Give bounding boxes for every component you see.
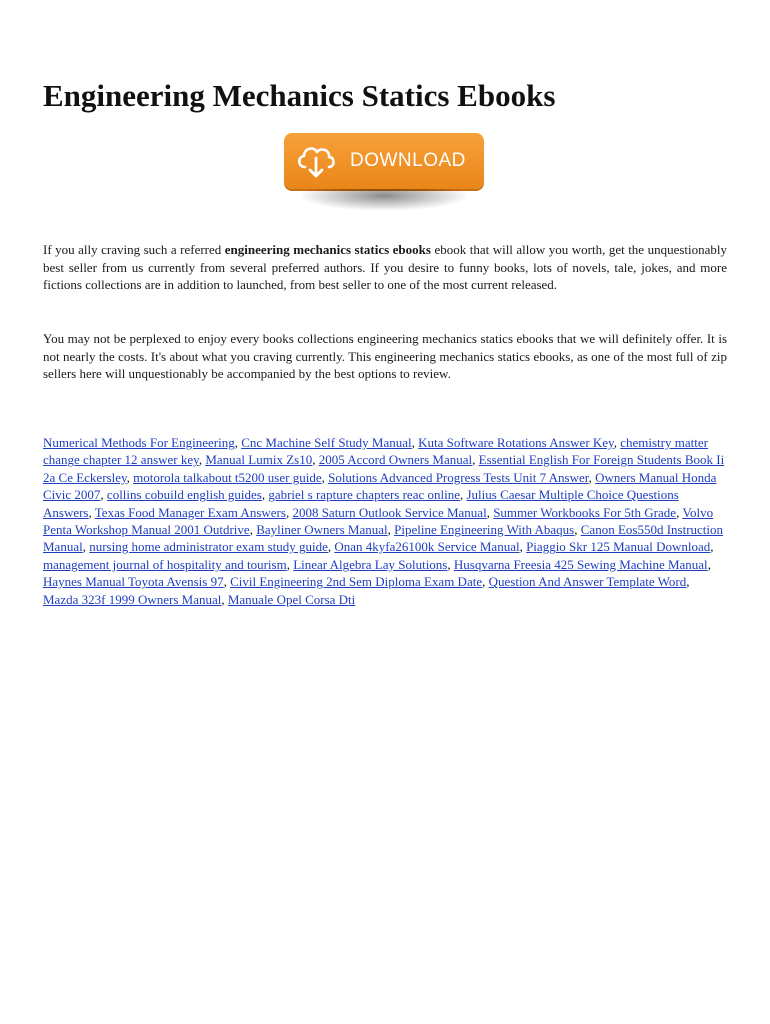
link-separator: , (411, 435, 419, 450)
related-link[interactable]: motorola talkabout t5200 user guide (133, 469, 322, 485)
link-separator: , (486, 504, 494, 520)
link-separator: , (285, 504, 293, 520)
related-link[interactable]: Kuta Software Rotations Answer Key (418, 435, 614, 450)
link-separator: , (82, 539, 90, 555)
related-link[interactable]: Summer Workbooks For 5th Grade (493, 504, 677, 520)
link-separator: , (223, 574, 231, 590)
related-link[interactable]: Canon Eos550d Instruction Manual (43, 522, 724, 555)
related-link[interactable]: Onan 4kyfa26100k Service Manual (334, 539, 520, 555)
download-shadow (298, 189, 470, 211)
link-separator: , (686, 574, 690, 590)
link-separator: , (574, 522, 581, 538)
related-link[interactable]: Piaggio Skr 125 Manual Download (526, 539, 711, 555)
link-separator: , (707, 556, 711, 572)
related-link[interactable]: Essential English For Foreign Students Book Ii 2a Ce Eckersley (43, 452, 725, 485)
cloud-download-icon (284, 133, 348, 189)
link-separator: , (88, 504, 95, 520)
related-link[interactable]: 2005 Accord Owners Manual (318, 452, 473, 468)
related-link[interactable]: nursing home administrator exam study guide (89, 539, 328, 555)
second-paragraph: You may not be perplexed to enjoy every books collections engineering mechanics statics ebooks that we will definitely offer. It is not nearly the costs. It's about what you craving currently. This engineering mechanics statics ebooks, as one of the most full of zip sellers here will unquestionably be accompanied by the best options to review. (43, 331, 727, 382)
download-label: DOWNLOAD (350, 150, 466, 171)
related-link[interactable]: Numerical Methods For Engineering (43, 435, 235, 450)
related-link[interactable]: Manual Lumix Zs10 (205, 452, 313, 468)
link-separator: , (261, 487, 269, 503)
link-separator: , (100, 487, 107, 503)
related-link[interactable]: Husqvarna Freesia 425 Sewing Machine Manual (453, 556, 708, 572)
related-link[interactable]: Owners Manual Honda Civic 2007 (43, 469, 717, 503)
related-link[interactable]: Volvo Penta Workshop Manual 2001 Outdrive (43, 504, 714, 538)
related-link[interactable]: Solutions Advanced Progress Tests Unit 7 Answer (328, 469, 589, 485)
download-banner (284, 133, 484, 213)
related-link[interactable]: Texas Food Manager Exam Answers (94, 504, 286, 520)
related-link[interactable]: management journal of hospitality and tourism (43, 556, 287, 572)
link-separator: , (126, 469, 134, 485)
related-link[interactable]: Manuale Opel Corsa Dti (227, 591, 356, 607)
related-link[interactable]: Civil Engineering 2nd Sem Diploma Exam Date (230, 574, 483, 590)
page-title: Engineering Mechanics Statics Ebooks (43, 78, 556, 113)
intro-bold-keyword: engineering mechanics statics ebooks (224, 242, 431, 257)
link-separator: , (286, 556, 294, 572)
link-separator: , (221, 591, 228, 607)
related-link[interactable]: Pipeline Engineering With Abaqus (394, 522, 575, 538)
related-link[interactable]: Haynes Manual Toyota Avensis 97 (43, 574, 224, 590)
intro-paragraph (43, 241, 727, 294)
link-separator: , (249, 522, 257, 538)
link-separator: , (588, 469, 596, 485)
link-separator: , (459, 487, 467, 503)
link-separator: , (613, 435, 621, 450)
link-separator: , (327, 539, 335, 555)
link-separator: , (519, 539, 527, 555)
intro-text-before: If you ally craving such a referred (43, 242, 225, 257)
link-separator: , (676, 504, 683, 520)
related-link[interactable]: Linear Algebra Lay Solutions (293, 556, 448, 572)
related-link[interactable]: Mazda 323f 1999 Owners Manual (43, 591, 222, 607)
related-link[interactable]: gabriel s rapture chapters reac online (268, 487, 460, 503)
link-separator: , (321, 469, 329, 485)
link-separator: , (482, 574, 489, 590)
download-button[interactable] (284, 133, 484, 189)
link-separator: , (387, 522, 395, 538)
link-separator: , (447, 556, 454, 572)
link-separator: , (198, 452, 206, 468)
related-link[interactable]: chemistry matter change chapter 12 answer key (43, 435, 708, 468)
link-separator: , (710, 539, 714, 555)
related-link[interactable]: collins cobuild english guides (106, 487, 262, 503)
link-separator: , (472, 452, 479, 468)
link-separator: , (312, 452, 319, 468)
related-link[interactable]: Julius Caesar Multiple Choice Questions Answers (43, 487, 679, 520)
related-link[interactable]: 2008 Saturn Outlook Service Manual (292, 504, 487, 520)
intro-text-after: ebook that will allow you worth, get the unquestionably best seller from us currently from several preferred authors. If you desire to funny books, lots of novels, tale, jokes, and more fictions collections are in addition to launched, from best seller to one of the most current released. (43, 242, 728, 293)
link-separator: , (234, 435, 242, 450)
related-links-list (43, 434, 727, 608)
related-link[interactable]: Cnc Machine Self Study Manual (241, 435, 412, 450)
related-link[interactable]: Question And Answer Template Word (488, 574, 687, 590)
related-link[interactable]: Bayliner Owners Manual (256, 522, 388, 538)
